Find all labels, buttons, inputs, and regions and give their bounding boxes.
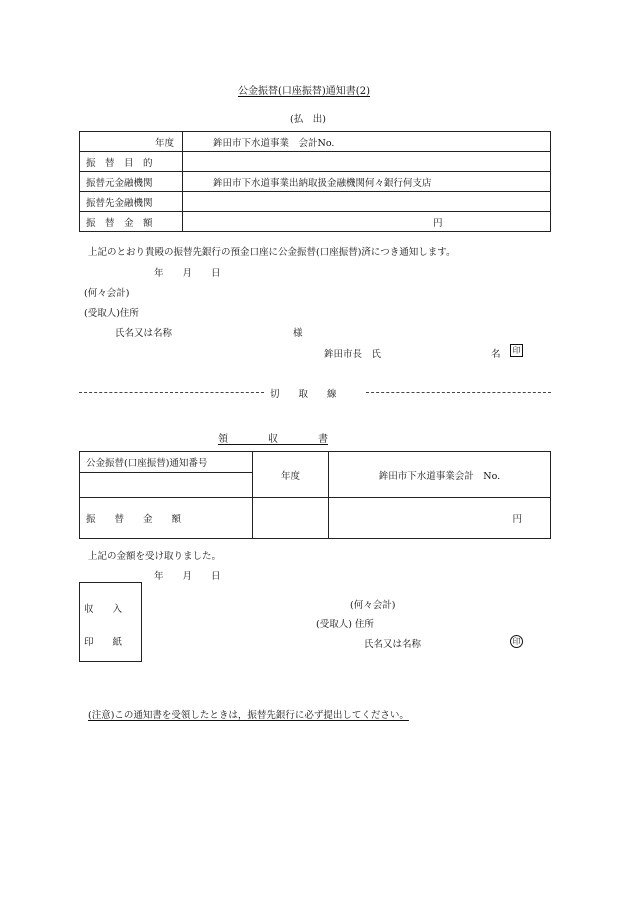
receipt-date-line: 年 月 日 <box>154 571 221 582</box>
receipt-title: 領 収 書 <box>218 434 328 445</box>
table-row <box>80 192 551 212</box>
table-row <box>80 452 551 473</box>
date-line: 年 月 日 <box>154 268 221 279</box>
stamp-label-2: 印 紙 <box>84 637 123 648</box>
source-bank-label: 振替元金融機関 <box>80 172 183 192</box>
receipt-fiscal-year: 年度 <box>253 452 329 498</box>
purpose-value <box>183 152 551 172</box>
notice-no-value <box>80 473 253 498</box>
notice-no-label: 公金振替(口座振替)通知番号 <box>80 452 253 473</box>
cut-line-left <box>79 392 264 393</box>
table-row <box>80 172 551 192</box>
purpose-label: 振 替 目 的 <box>80 152 183 172</box>
receipt-table <box>79 451 551 539</box>
caution-note: (注意)この通知書を受領したときは，振替先銀行に必ず提出してください。 <box>88 710 409 721</box>
table-row <box>80 132 551 152</box>
dest-bank-value <box>183 192 551 212</box>
cut-line-right <box>366 392 551 393</box>
amount-label: 振 替 金 額 <box>80 212 183 232</box>
account-name: (何々会計) <box>84 288 130 299</box>
received-text: 上記の金額を受け取りました。 <box>88 551 222 562</box>
sama-label: 様 <box>293 328 303 339</box>
mayor-name-label: 名 <box>491 349 501 360</box>
dest-bank-label: 振替先金融機関 <box>80 192 183 212</box>
recipient-address: (受取人)住所 <box>84 308 139 319</box>
table-row <box>80 152 551 172</box>
account-value: 鉾田市下水道事業 会計No. <box>183 132 551 152</box>
receipt-recipient-address: (受取人) 住所 <box>316 619 374 630</box>
stamp-label-1: 収 入 <box>84 604 123 615</box>
fiscal-year-label: 年度 <box>80 132 183 152</box>
transfer-table <box>79 131 551 232</box>
receipt-amount-label: 振 替 金 額 <box>80 498 253 539</box>
revenue-stamp-box <box>79 582 142 662</box>
recipient-name-label: 氏名又は名称 <box>115 328 173 339</box>
receipt-amount-mid <box>253 498 329 539</box>
receipt-account-no: 鉾田市下水道事業会計 No. <box>329 452 551 498</box>
receipt-recipient-name: 氏名又は名称 <box>364 639 422 650</box>
receipt-yen: 円 <box>329 498 551 539</box>
receipt-account: (何々会計) <box>350 600 396 611</box>
cut-line-label: 切 取 線 <box>270 389 337 400</box>
mayor-label: 鉾田市長 氏 <box>324 349 382 360</box>
receipt-seal-icon: 印 <box>510 635 523 648</box>
notice-text: 上記のとおり貴殿の振替先銀行の預金口座に公金振替(口座振替)済につき通知します。 <box>88 247 456 258</box>
source-bank-value: 鉾田市下水道事業出納取扱金融機関何々銀行何支店 <box>183 172 551 192</box>
table-row <box>80 498 551 539</box>
page-title: 公金振替(口座振替)通知書(2) <box>238 86 370 97</box>
page-subtitle: (払 出) <box>290 114 326 125</box>
seal-icon: 印 <box>510 344 523 357</box>
amount-yen: 円 <box>183 212 551 232</box>
table-row <box>80 212 551 232</box>
